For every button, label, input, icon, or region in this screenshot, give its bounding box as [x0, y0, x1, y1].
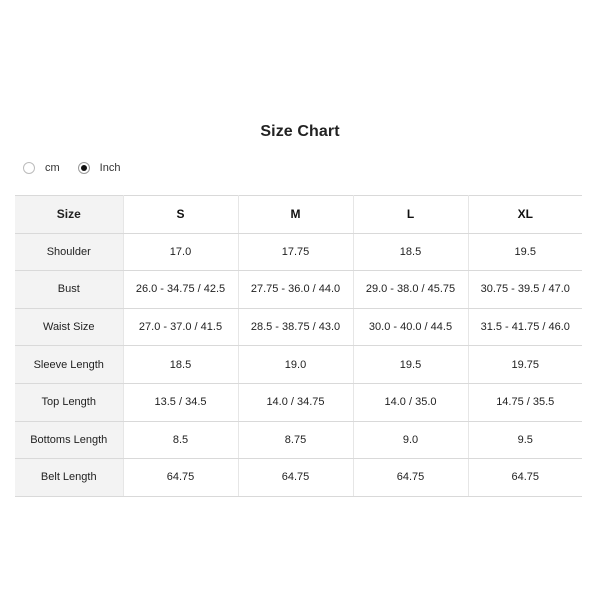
table-cell: 14.0 / 35.0	[353, 383, 468, 421]
size-chart-table	[15, 195, 582, 497]
table-cell: 31.5 - 41.75 / 46.0	[468, 308, 582, 346]
table-cell: 14.75 / 35.5	[468, 383, 582, 421]
table-cell: 64.75	[123, 459, 238, 497]
table-row	[15, 271, 582, 309]
table-cell: 9.0	[353, 421, 468, 459]
unit-toggle	[23, 162, 138, 174]
column-header: L	[353, 196, 468, 234]
table-cell: 26.0 - 34.75 / 42.5	[123, 271, 238, 309]
unit-option-label: cm	[45, 162, 60, 174]
table-cell: 64.75	[238, 459, 353, 497]
table-cell: 17.75	[238, 233, 353, 271]
row-label: Waist Size	[15, 308, 123, 346]
unit-option-inch[interactable]	[78, 162, 121, 174]
column-header: S	[123, 196, 238, 234]
table-cell: 14.0 / 34.75	[238, 383, 353, 421]
table-row	[15, 459, 582, 497]
table-cell: 29.0 - 38.0 / 45.75	[353, 271, 468, 309]
row-label: Top Length	[15, 383, 123, 421]
table-cell: 18.5	[123, 346, 238, 384]
row-label: Shoulder	[15, 233, 123, 271]
table-cell: 64.75	[353, 459, 468, 497]
radio-checked-icon	[78, 162, 90, 174]
size-chart-table-container	[15, 195, 582, 497]
table-cell: 64.75	[468, 459, 582, 497]
table-cell: 28.5 - 38.75 / 43.0	[238, 308, 353, 346]
table-cell: 19.0	[238, 346, 353, 384]
radio-unchecked-icon	[23, 162, 35, 174]
row-label: Bottoms Length	[15, 421, 123, 459]
table-cell: 13.5 / 34.5	[123, 383, 238, 421]
column-header: XL	[468, 196, 582, 234]
table-header-row	[15, 196, 582, 234]
table-cell: 19.75	[468, 346, 582, 384]
column-header: Size	[15, 196, 123, 234]
table-cell: 27.75 - 36.0 / 44.0	[238, 271, 353, 309]
table-row	[15, 421, 582, 459]
row-label: Belt Length	[15, 459, 123, 497]
table-row	[15, 233, 582, 271]
table-cell: 19.5	[353, 346, 468, 384]
row-label: Sleeve Length	[15, 346, 123, 384]
table-cell: 18.5	[353, 233, 468, 271]
row-label: Bust	[15, 271, 123, 309]
table-row	[15, 346, 582, 384]
table-cell: 30.75 - 39.5 / 47.0	[468, 271, 582, 309]
table-cell: 30.0 - 40.0 / 44.5	[353, 308, 468, 346]
table-row	[15, 308, 582, 346]
table-cell: 27.0 - 37.0 / 41.5	[123, 308, 238, 346]
page-title: Size Chart	[260, 123, 340, 140]
table-row	[15, 383, 582, 421]
table-cell: 8.75	[238, 421, 353, 459]
table-cell: 19.5	[468, 233, 582, 271]
table-cell: 8.5	[123, 421, 238, 459]
column-header: M	[238, 196, 353, 234]
table-cell: 9.5	[468, 421, 582, 459]
unit-option-cm[interactable]	[23, 162, 60, 174]
unit-option-label: Inch	[99, 162, 121, 174]
table-cell: 17.0	[123, 233, 238, 271]
